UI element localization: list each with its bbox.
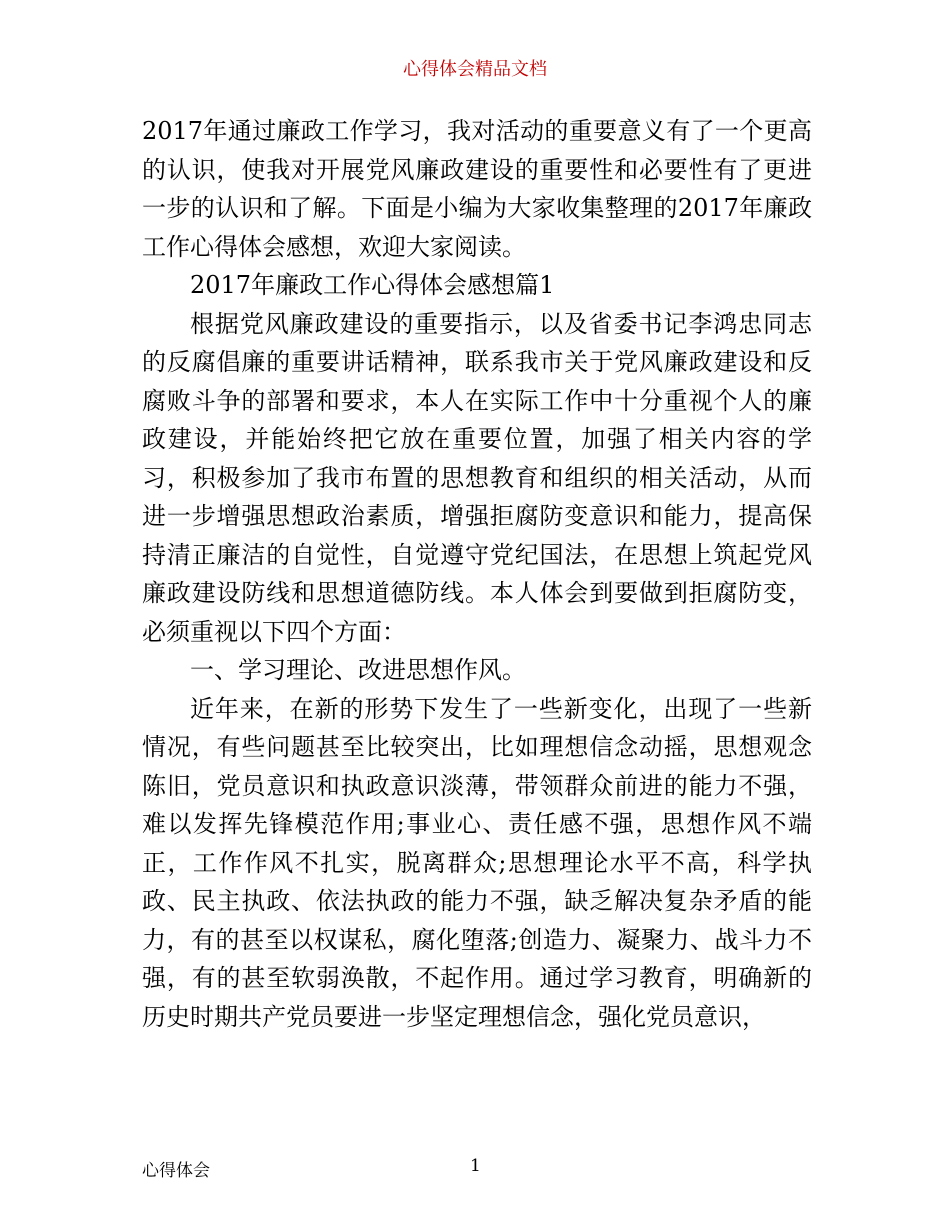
- section-title: 2017年廉政工作心得体会感想篇1: [190, 271, 555, 299]
- footer-label: 心得体会: [142, 1161, 210, 1181]
- document-header-title: 心得体会精品文档: [403, 59, 547, 80]
- body-paragraph: 近年来，在新的形势下发生了一些新变化，出现了一些新情况，有些问题甚至比较突出，比如理想信念动摇，思想观念陈旧，党员意识和执政意识淡薄，带领群众前进的能力不强，难以发挥先锋模范作用;事业心、责任感不强，思想作风不端正，工作作风不扎实，脱离群众;思想理论水平不高，科学执政、民主执政、依法执政的能力不强，缺乏解决复杂矛盾的能力，有的甚至以权谋私，腐化堕落;创造力、凝聚力、战斗力不强，有的甚至软弱涣散，不起作用。通过学习教育，明确新的历史时期共产党员要进一步坚定理想信念，强化党员意识，: [142, 694, 812, 1031]
- document-body: [142, 112, 812, 1036]
- subheading: 一、学习理论、改进思想作风。: [190, 656, 526, 684]
- intro-paragraph: 2017年通过廉政工作学习，我对活动的重要意义有了一个更高的认识，使我对开展党风廉政建设的重要性和必要性有了更进一步的认识和了解。下面是小编为大家收集整理的2017年廉政工作心得体会感想，欢迎大家阅读。: [142, 117, 812, 261]
- page-number: 1: [470, 1156, 481, 1176]
- body-paragraph: 根据党风廉政建设的重要指示，以及省委书记李鸿忠同志的反腐倡廉的重要讲话精神，联系我市关于党风廉政建设和反腐败斗争的部署和要求，本人在实际工作中十分重视个人的廉政建设，并能始终把它放在重要位置，加强了相关内容的学习，积极参加了我市布置的思想教育和组织的相关活动，从而进一步增强思想政治素质，增强拒腐防变意识和能力，提高保持清正廉洁的自觉性，自觉遵守党纪国法，在思想上筑起党风廉政建设防线和思想道德防线。本人体会到要做到拒腐防变，必须重视以下四个方面：: [142, 309, 812, 646]
